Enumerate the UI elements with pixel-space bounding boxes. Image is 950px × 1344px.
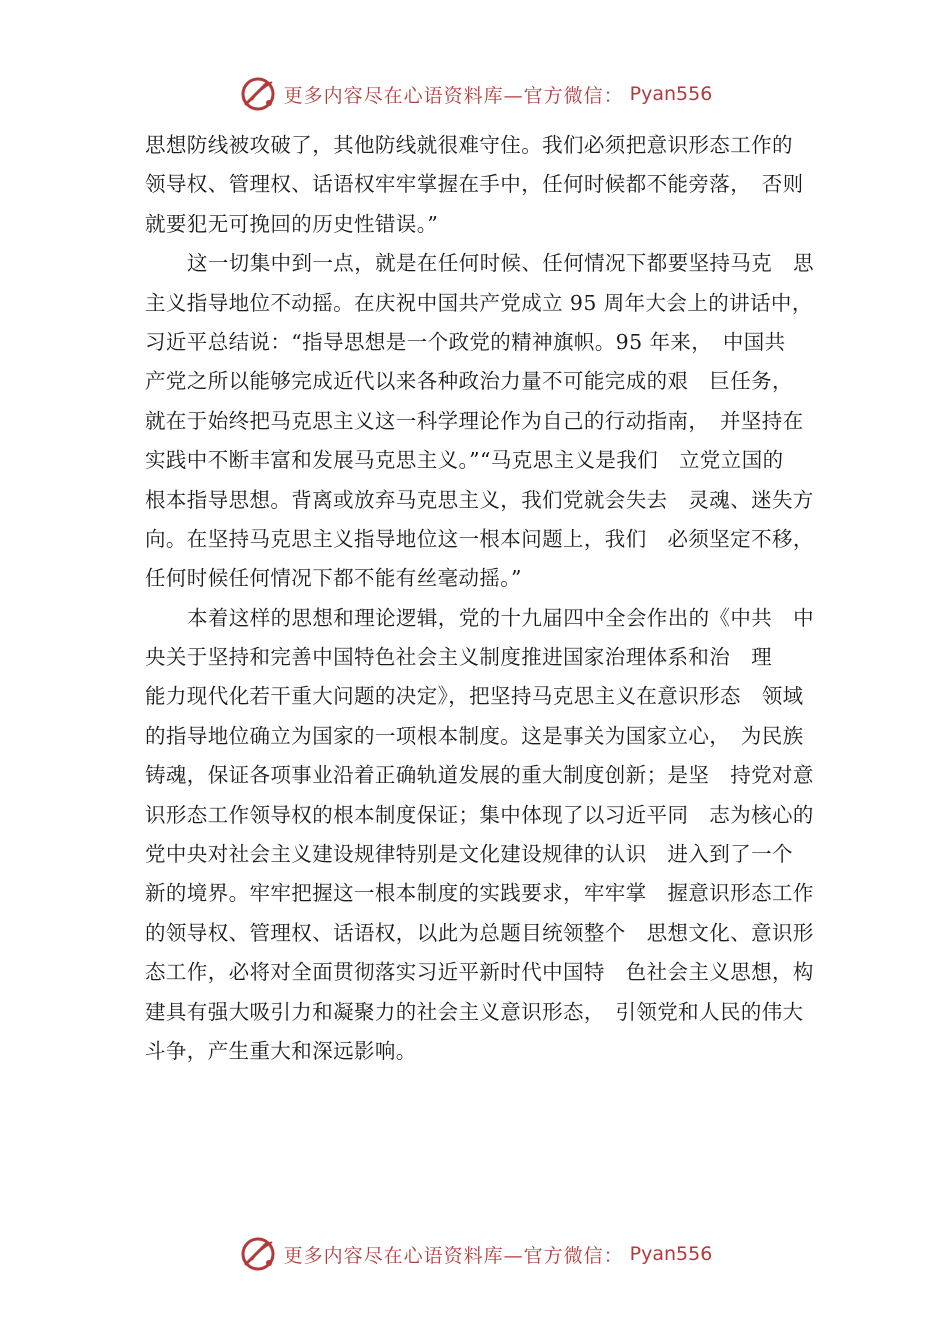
text-line: 铸魂，保证各项事业沿着正确轨道发展的重大制度创新；是坚 持党对意 (145, 763, 814, 788)
text-line: 向。在坚持马克思主义指导地位这一根本问题上，我们 必须坚定不移， (145, 526, 814, 551)
text-line: 态工作，必将对全面贯彻落实习近平新时代中国特 色社会主义思想，构 (145, 960, 814, 985)
watermark-text: 更多内容尽在心语资料库—官方微信： (283, 1244, 624, 1267)
text-line: 斗争，产生重大和深远影响。 (145, 1038, 417, 1063)
text-line: 党中央对社会主义建设规律特别是文化建设规律的认识 进入到了一个 (145, 842, 793, 867)
text-line: 新的境界。牢牢把握这一根本制度的实践要求，牢牢掌 握意识形态工作 (145, 881, 814, 906)
paragraph-2 (145, 244, 835, 599)
library-logo-icon (238, 74, 278, 114)
library-logo-icon (238, 1234, 278, 1274)
paragraph-3 (145, 599, 835, 1072)
watermark-contact: Pyan556 (629, 83, 713, 105)
paragraph-1 (145, 126, 835, 244)
text-line: 识形态工作领导权的根本制度保证；集中体现了以习近平同 志为核心的 (145, 802, 814, 827)
text-line: 的指导地位确立为国家的一项根本制度。这是事关为国家立心， 为民族 (145, 723, 804, 748)
text-line: 主义指导地位不动摇。在庆祝中国共产党成立 95 周年大会上的讲话中， (145, 290, 813, 315)
text-line: 就在于始终把马克思主义这一科学理论作为自己的行动指南， 并坚持在 (145, 408, 804, 433)
text-line: 这一切集中到一点，就是在任何时候、任何情况下都要坚持马克 思 (187, 251, 814, 276)
text-line: 领导权、管理权、话语权牢牢掌握在手中，任何时候都不能旁落， 否则 (145, 172, 804, 197)
text-line: 实践中不断丰富和发展马克思主义。”“马克思主义是我们 立党立国的 (145, 448, 784, 473)
text-line: 本着这样的思想和理论逻辑，党的十九届四中全会作出的《中共 中 (187, 605, 814, 630)
watermark-contact: Pyan556 (629, 1243, 713, 1265)
footer-watermark (0, 1232, 950, 1276)
text-line: 任何时候任何情况下都不能有丝毫动摇。” (145, 566, 522, 591)
text-line: 习近平总结说：“指导思想是一个政党的精神旗帜。95 年来， 中国共 (145, 329, 786, 354)
watermark-text: 更多内容尽在心语资料库—官方微信： (283, 84, 624, 107)
header-watermark (0, 72, 950, 116)
text-line: 建具有强大吸引力和凝聚力的社会主义意识形态， 引领党和人民的伟大 (145, 999, 804, 1024)
text-line: 就要犯无可挽回的历史性错误。” (145, 211, 439, 236)
document-body (145, 126, 835, 1071)
text-line: 产党之所以能够完成近代以来各种政治力量不可能完成的艰 巨任务， (145, 369, 793, 394)
text-line: 思想防线被攻破了，其他防线就很难守住。我们必须把意识形态工作的 (145, 133, 793, 157)
text-line: 的领导权、管理权、话语权，以此为总题目统领整个 思想文化、意识形 (145, 920, 814, 945)
text-line: 能力现代化若干重大问题的决定》，把坚持马克思主义在意识形态 领域 (145, 684, 804, 709)
text-line: 根本指导思想。背离或放弃马克思主义，我们党就会失去 灵魂、迷失方 (145, 487, 814, 512)
text-line: 央关于坚持和完善中国特色社会主义制度推进国家治理体系和治 理 (145, 645, 772, 670)
